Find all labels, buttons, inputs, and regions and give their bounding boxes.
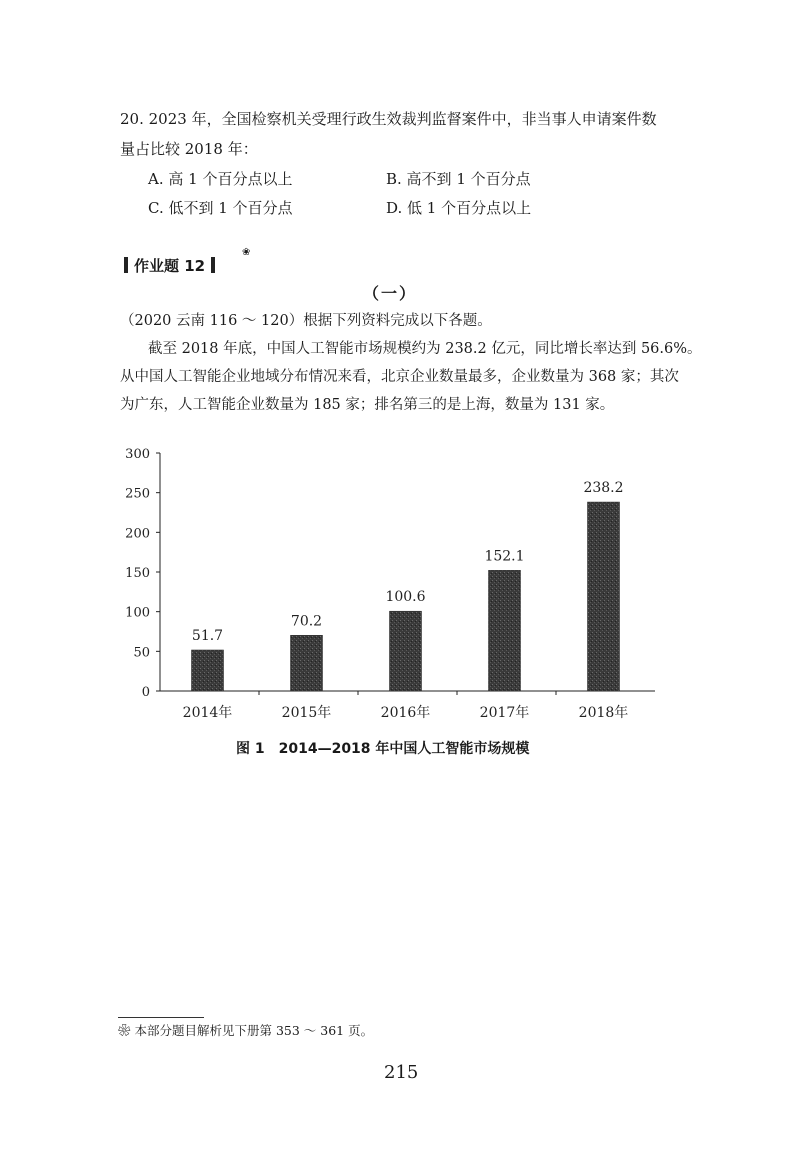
option-b: B. 高不到 1 个百分点 (386, 170, 531, 188)
homework-heading (118, 247, 251, 276)
x-tick-label: 2014年 (182, 705, 233, 721)
figure-caption: 图 1 2014—2018 年中国人工智能市场规模 (236, 741, 530, 757)
part-heading: （一） (363, 284, 418, 303)
data-label: 70.2 (290, 613, 323, 630)
y-tick-label: 300 (125, 447, 150, 462)
bar-2018年 (588, 502, 620, 691)
bar-2014年 (192, 650, 224, 691)
question-line-1: 20. 2023 年，全国检察机关受理行政生效裁判监督案件中，非当事人申请案件数 (120, 110, 657, 128)
paragraph-line-3: 为广东，人工智能企业数量为 185 家；排名第三的是上海，数量为 131 家。 (120, 397, 615, 413)
heading-bar-left (124, 257, 128, 273)
data-label: 238.2 (583, 480, 624, 497)
x-tick-label: 2017年 (479, 705, 530, 721)
question-line-2: 量占比较 2018 年： (120, 140, 258, 158)
y-tick-label: 150 (125, 566, 150, 581)
bar-2015年 (291, 635, 323, 691)
y-tick-label: 200 (125, 526, 150, 542)
footnote (118, 1021, 373, 1039)
paragraph-line-1: 截至 2018 年底，中国人工智能市场规模约为 238.2 亿元，同比增长率达到 56.6%。 (148, 341, 702, 357)
option-d: D. 低 1 个百分点以上 (386, 199, 532, 217)
page-number: 215 (384, 1062, 419, 1083)
homework-label: 作业题 12 (134, 257, 206, 275)
y-tick-label: 50 (133, 645, 150, 661)
option-c: C. 低不到 1 个百分点 (148, 199, 293, 217)
source-line: （2020 云南 116 ～ 120）根据下列资料完成以下各题。 (120, 313, 492, 329)
y-tick-label: 250 (125, 486, 150, 502)
footnote-divider (118, 1017, 204, 1018)
market-size-bar-chart (0, 440, 800, 760)
paragraph-line-2: 从中国人工智能企业地域分布情况来看，北京企业数量最多，企业数量为 368 家；其次 (120, 369, 679, 385)
bar-2016年 (390, 611, 422, 691)
heading-bar-right (211, 257, 215, 273)
footnote-flower-icon: ❀ (118, 1023, 131, 1038)
y-tick-label: 0 (141, 685, 150, 700)
data-label: 51.7 (191, 627, 224, 644)
x-tick-label: 2018年 (578, 705, 629, 721)
option-a: A. 高 1 个百分点以上 (148, 170, 293, 188)
footnote-text: 本部分题目解析见下册第 353 ～ 361 页。 (134, 1023, 374, 1038)
x-tick-label: 2015年 (281, 705, 332, 721)
data-label: 100.6 (385, 589, 426, 606)
flower-icon: ❀ (242, 247, 251, 258)
x-tick-label: 2016年 (380, 705, 431, 721)
y-tick-label: 100 (125, 605, 150, 621)
data-label: 152.1 (484, 548, 525, 565)
bar-2017年 (489, 570, 521, 691)
